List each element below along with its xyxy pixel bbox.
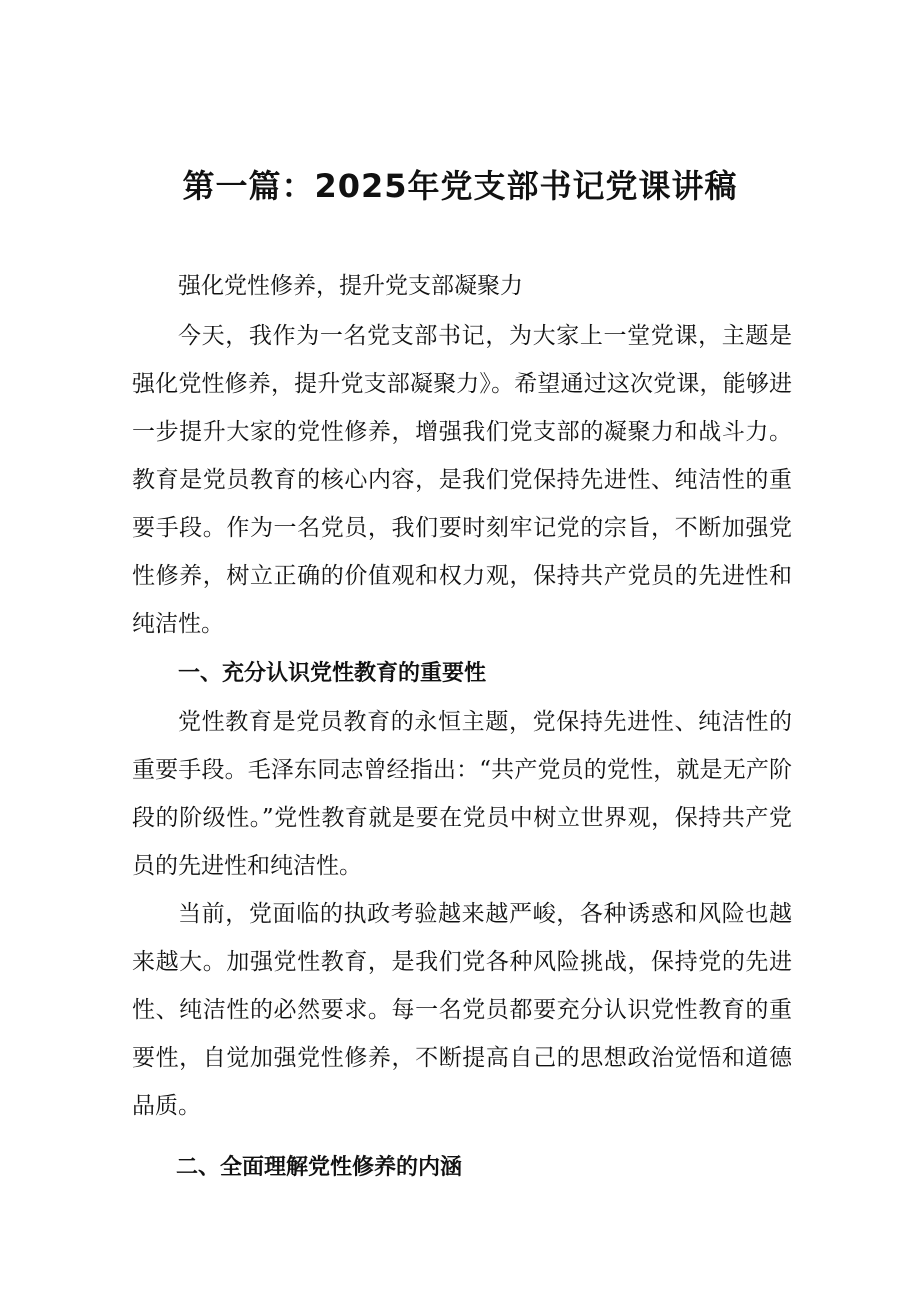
paragraph-intro: 今天，我作为一名党支部书记，为大家上一堂党课，主题是强化党性修养，提升党支部凝聚力》。希望通过这次党课，能够进一步提升大家的党性修养，增强我们党支部的凝聚力和战斗力。教育是党员教育的核心内容，是我们党保持先进性、纯洁性的重要手段。作为一名党员，我们要时刻牢记党的宗旨，不断加强党性修养，树立正确的价值观和权力观，保持共产党员的先进性和纯洁性。	[132, 323, 792, 637]
paragraph-section1-a: 党性教育是党员教育的永恒主题，党保持先进性、纯洁性的重要手段。毛泽东同志曾经指出：“共产党员的党性，就是无产阶段的阶级性。”党性教育就是要在党员中树立世界观，保持共产党员的先进性和纯洁性。	[132, 709, 792, 879]
document-title: 第一篇：2025年党支部书记党课讲稿	[182, 167, 738, 205]
section-heading-1: 一、充分认识党性教育的重要性	[178, 661, 487, 686]
paragraph-section1-b: 当前，党面临的执政考验越来越严峻，各种诱惑和风险也越来越大。加强党性教育，是我们党各种风险挑战，保持党的先进性、纯洁性的必然要求。每一名党员都要充分认识党性教育的重要性，自觉加强党性修养，不断提高自己的思想政治觉悟和道德品质。	[132, 901, 792, 1119]
document-subtitle: 强化党性修养，提升党支部凝聚力	[178, 273, 523, 299]
section-heading-2: 二、全面理解党性修养的内涵	[176, 1155, 463, 1180]
